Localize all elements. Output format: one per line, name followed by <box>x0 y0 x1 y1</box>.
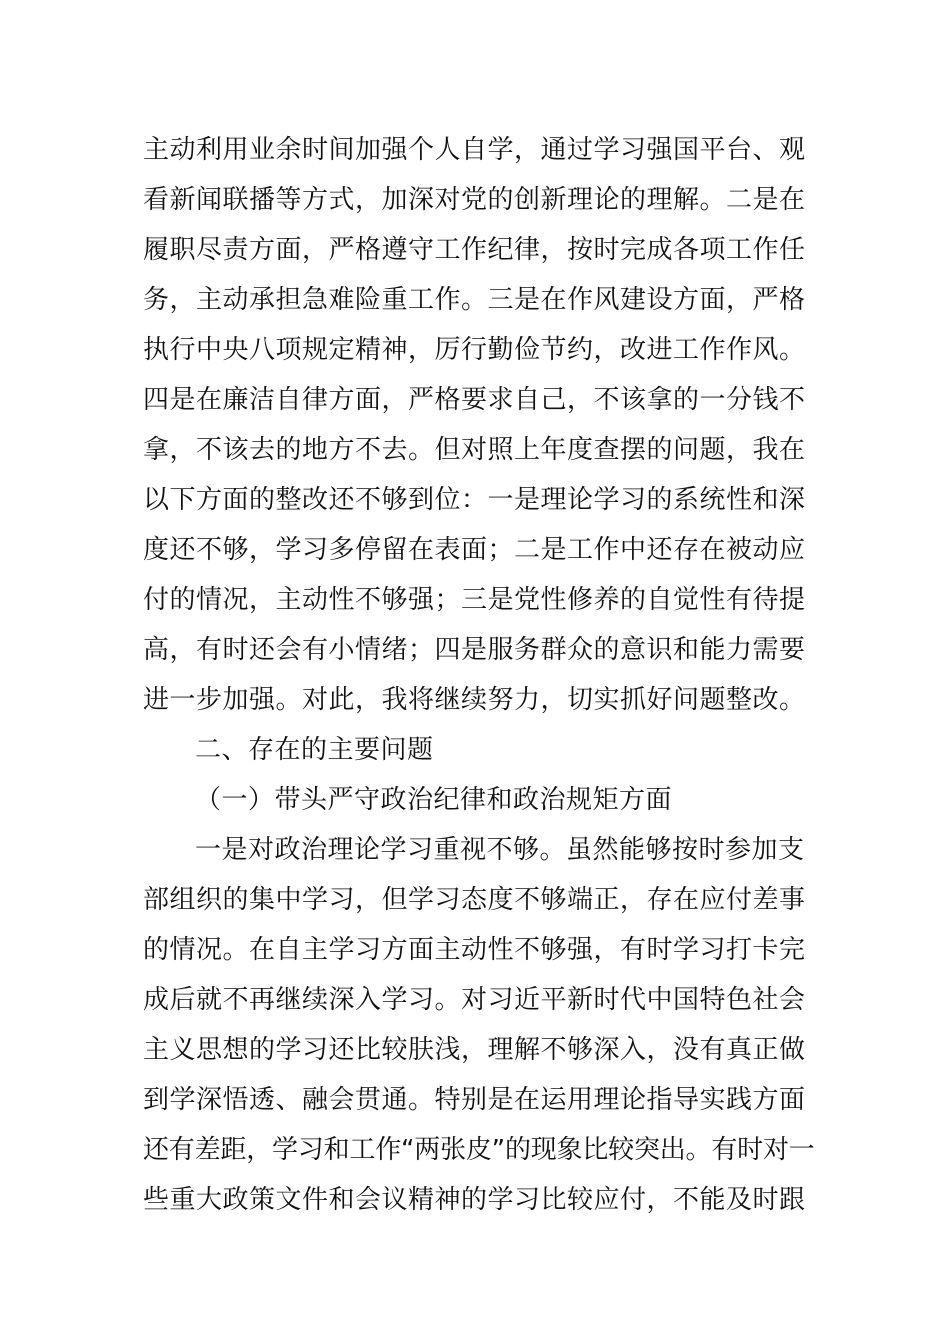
body-text-line: 务，主动承担急难险重工作。三是在作风建设方面，严格 <box>143 285 806 315</box>
body-text-line: 一是对政治理论学习重视不够。虽然能够按时参加支 <box>195 835 805 865</box>
body-text-line: 付的情况，主动性不够强；三是党性修养的自觉性有待提 <box>143 585 806 615</box>
body-text-line: 还有差距，学习和工作“两张皮”的现象比较突出。有时对一 <box>143 1135 815 1165</box>
subsection-heading: （一）带头严守政治纪律和政治规矩方面 <box>195 785 673 815</box>
body-text-line: 到学深悟透、融会贯通。特别是在运用理论指导实践方面 <box>143 1085 806 1115</box>
body-text-line: 度还不够，学习多停留在表面；二是工作中还存在被动应 <box>143 535 806 565</box>
body-text-line: 些重大政策文件和会议精神的学习比较应付，不能及时跟 <box>143 1185 806 1215</box>
body-text-line: 以下方面的整改还不够到位：一是理论学习的系统性和深 <box>143 485 806 515</box>
body-text-line: 四是在廉洁自律方面，严格要求自己，不该拿的一分钱不 <box>143 385 806 415</box>
body-text-line: 看新闻联播等方式，加深对党的创新理论的理解。二是在 <box>143 185 806 215</box>
body-text-line: 成后就不再继续深入学习。对习近平新时代中国特色社会 <box>143 985 806 1015</box>
body-text-line: 主义思想的学习还比较肤浅，理解不够深入，没有真正做 <box>143 1035 806 1065</box>
body-text-line: 部组织的集中学习，但学习态度不够端正，存在应付差事 <box>143 885 806 915</box>
body-text-line: 进一步加强。对此，我将继续努力，切实抓好问题整改。 <box>143 685 806 715</box>
body-text-line: 的情况。在自主学习方面主动性不够强，有时学习打卡完 <box>143 935 806 965</box>
body-text-line: 高，有时还会有小情绪；四是服务群众的意识和能力需要 <box>143 635 806 665</box>
body-text-line: 执行中央八项规定精神，厉行勤俭节约，改进工作作风。 <box>143 335 806 365</box>
body-text-line: 拿，不该去的地方不去。但对照上年度查摆的问题，我在 <box>143 435 806 465</box>
section-heading: 二、存在的主要问题 <box>195 735 434 765</box>
body-text-line: 主动利用业余时间加强个人自学，通过学习强国平台、观 <box>143 135 806 165</box>
body-text-line: 履职尽责方面，严格遵守工作纪律，按时完成各项工作任 <box>143 235 806 265</box>
